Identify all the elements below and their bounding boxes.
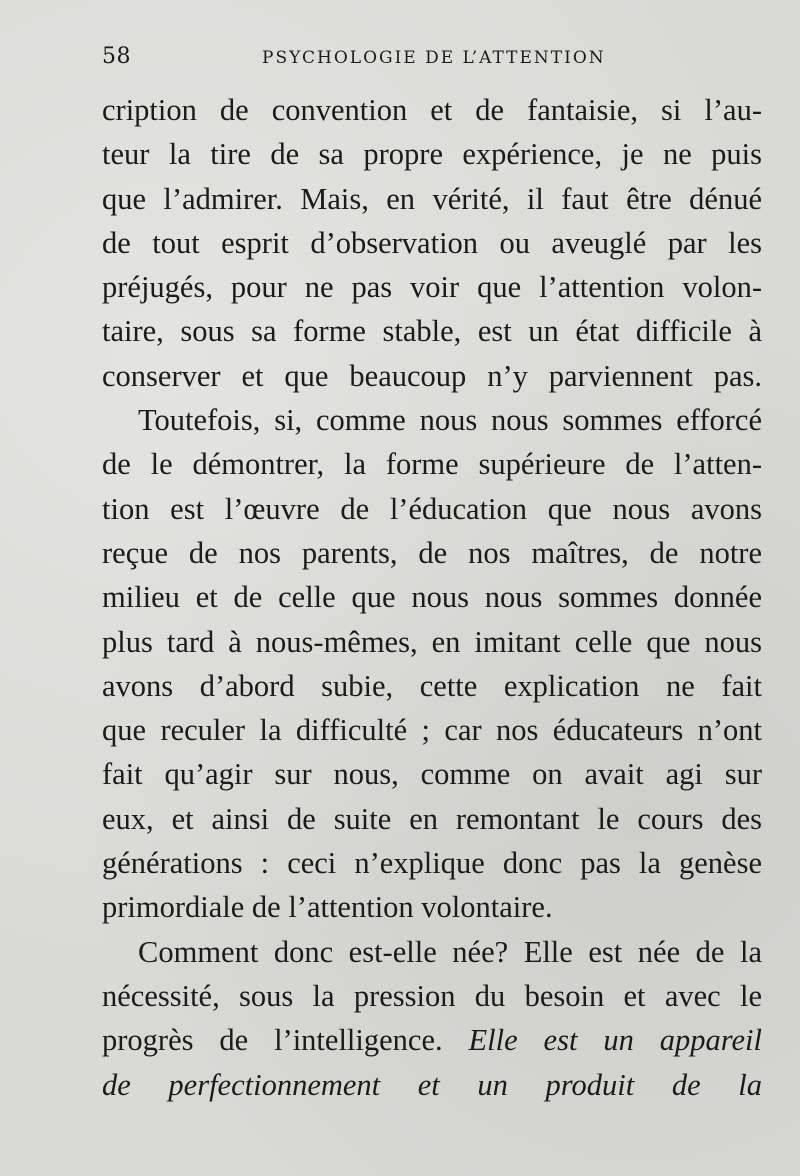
text-line: que l’admirer. Mais, en vérité, il faut être dénué: [102, 181, 762, 216]
text-segment: progrès de l’intelligence.: [102, 1023, 443, 1058]
text-line: taire, sous sa forme stable, est un état difficile à: [102, 314, 762, 349]
paragraph-1: [102, 88, 762, 398]
body-text: [102, 88, 762, 1107]
text-line: conserver et que beaucoup n’y parviennent pas.: [102, 358, 762, 393]
page-number: 58: [102, 44, 131, 69]
text-line: avons d’abord subie, cette explication ne fait: [102, 668, 762, 703]
italic-text-line: de perfectionnement et un produit de la: [102, 1067, 762, 1102]
text-line: nécessité, sous la pression du besoin et avec le: [102, 978, 762, 1013]
text-line: teur la tire de sa propre expérience, je ne puis: [102, 137, 762, 172]
running-title: PSYCHOLOGIE DE L’ATTENTION: [262, 48, 606, 68]
text-line: de le démontrer, la forme supérieure de l’atten-: [102, 447, 762, 482]
italic-text-segment: Elle est un appareil: [468, 1023, 762, 1058]
text-line: tion est l’œuvre de l’éducation que nous avons: [102, 491, 762, 526]
running-header: [102, 40, 762, 74]
text-line: plus tard à nous-mêmes, en imitant celle que nous: [102, 624, 762, 659]
text-line: générations : ceci n’explique donc pas la genèse: [102, 846, 762, 881]
text-line: préjugés, pour ne pas voir que l’attention volon-: [102, 270, 762, 305]
text-line: cription de convention et de fantaisie, si l’au-: [102, 93, 762, 127]
text-line: de tout esprit d’observation ou aveuglé par les: [102, 225, 762, 260]
text-line: milieu et de celle que nous nous sommes donnée: [102, 580, 762, 615]
text-line: reçue de nos parents, de nos maîtres, de notre: [102, 535, 762, 570]
paragraph-2: [102, 398, 762, 930]
text-line: Comment donc est-elle née? Elle est née de la: [138, 934, 762, 969]
text-line-mixed: [102, 1018, 762, 1062]
text-line: que reculer la difficulté ; car nos éducateurs n’ont: [102, 713, 762, 748]
text-line: fait qu’agir sur nous, comme on avait agi sur: [102, 757, 762, 792]
paragraph-3: [102, 930, 762, 1107]
text-line: Toutefois, si, comme nous nous sommes efforcé: [138, 403, 762, 438]
text-line: eux, et ainsi de suite en remontant le cours des: [102, 801, 762, 836]
text-line: primordiale de l’attention volontaire.: [102, 890, 553, 925]
